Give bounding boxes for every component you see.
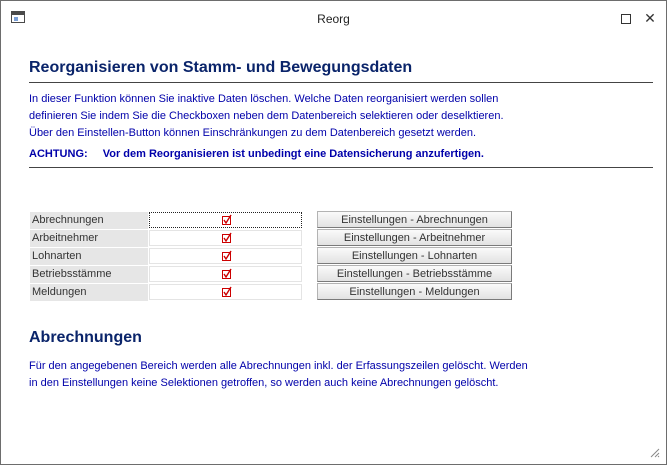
option-label-lohnarten: Lohnarten [30, 248, 148, 265]
option-label-betriebsstaemme: Betriebsstämme [30, 266, 148, 283]
settings-button-meldungen[interactable]: Einstellungen - Meldungen [317, 283, 512, 300]
settings-button-betriebsstaemme[interactable]: Einstellungen - Betriebsstämme [317, 265, 512, 282]
section-title: Abrechnungen [29, 329, 142, 346]
checkmark-icon [222, 250, 232, 261]
close-button[interactable]: ✕ [644, 10, 656, 26]
checkmark-icon [222, 214, 232, 225]
description-text [29, 91, 649, 142]
option-label-meldungen: Meldungen [30, 284, 148, 301]
warning-text [29, 148, 484, 160]
checkbox-meldungen[interactable] [149, 284, 302, 300]
checkmark-icon [222, 232, 232, 243]
description-line: Über den Einstellen-Button können Einschränkungen zu dem Datenbereich gesetzt werden. [29, 127, 476, 139]
checkbox-abrechnungen[interactable] [149, 212, 302, 228]
section-description-line: Für den angegebenen Bereich werden alle Abrechnungen inkl. der Erfassungszeilen gelöscht. Werden [29, 360, 528, 372]
checkmark-icon [222, 286, 232, 297]
maximize-button[interactable] [613, 7, 639, 29]
checkbox-betriebsstaemme[interactable] [149, 266, 302, 282]
resize-grip-icon[interactable] [648, 446, 660, 458]
option-label-arbeitnehmer: Arbeitnehmer [30, 230, 148, 247]
section-description [29, 358, 549, 392]
window-title: Reorg [317, 12, 350, 26]
maximize-icon [621, 14, 631, 24]
settings-button-abrechnungen[interactable]: Einstellungen - Abrechnungen [317, 211, 512, 228]
content-area [1, 37, 666, 464]
heading-divider [29, 82, 653, 83]
description-line: In dieser Funktion können Sie inaktive Daten löschen. Welche Daten reorganisiert werden sollen [29, 93, 499, 105]
title-bar[interactable] [1, 1, 666, 37]
section-description-line: in den Einstellungen keine Selektionen getroffen, so werden auch keine Abrechnungen gelöscht. [29, 377, 499, 389]
option-label-abrechnungen: Abrechnungen [30, 212, 148, 229]
settings-button-arbeitnehmer[interactable]: Einstellungen - Arbeitnehmer [317, 229, 512, 246]
page-title: Reorganisieren von Stamm- und Bewegungsdaten [29, 59, 413, 76]
description-line: definieren Sie indem Sie die Checkboxen neben dem Datenbereich selektieren oder deselktieren. [29, 110, 504, 122]
warning-label: ACHTUNG: [29, 148, 88, 160]
checkbox-arbeitnehmer[interactable] [149, 230, 302, 246]
checkbox-lohnarten[interactable] [149, 248, 302, 264]
warning-message: Vor dem Reorganisieren ist unbedingt eine Datensicherung anzufertigen. [102, 148, 484, 160]
settings-button-lohnarten[interactable]: Einstellungen - Lohnarten [317, 247, 512, 264]
section-divider [29, 167, 653, 168]
checkmark-icon [222, 268, 232, 279]
